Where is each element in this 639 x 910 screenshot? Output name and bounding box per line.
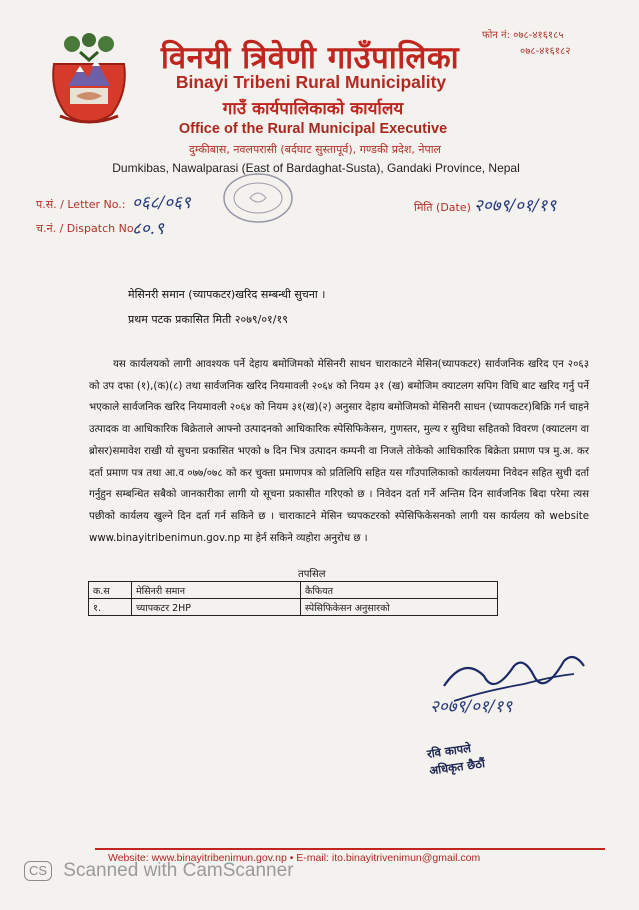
notice-body: यस कार्यलयको लागी आवश्यक पर्ने देहाय बमोजिमको मेसिनरी साधन चाराकाटने मेसिन(च्यापकटर) सार्वजनिक खरिद एन २०६३ को उप दफा (१),(क)(८) तथा सार्वजनिक खरिद नियमावली २०६४ को नियम ३१ (ख) बमोजिम क्याटलग सपिग विधि बाट खरिद गर्नु पर्ने भएकाले सार्वजनिक खरिद नियमावली २०६४ को नियम ३१(ख)(२) अनुसार देहाय बमोजिमको मेसिनरी साधन (च्यापकटर)बिक्रि गर्न चाहने उत्पादक वा आधिकारिक बिक्रेताले आफ्नो उत्पादनको आधिकारिक स्पेसिफिकेसन, गुणस्तर, मुल्य र सुविधा सहितको विवरण (क्याटलग वा ब्रोसर)समावेश राखी यो सुचना प्रकासित भएको ७ दिन भित्र उत्पादन कम्पनी वा निजले तोकेको आधिकारिक बिक्रेता प्रमाण पत्र मु.अ. कर दर्ता प्रमाण पत्र तथा आ.व ०७७/०७८ को कर चुक्ता प्रमाणपत्र को प्रतिलिपि सहित यस गाँउपालिकाको कार्यलयमा निवेदन सहित सुची दर्ता गर्नुहुन सम्बन्धित सबैको जानकारीका लागी यो सूचना प्रकासीत गरिएको छ । निवेदन दर्ता गर्ने अन्तिम दिन सार्वजनिक बिदा परेमा त्यस पछीको कार्यलय खुल्ने दिन दर्ता गर्न सकिने छ । चाराकाटने मेसिन च्यपकटरको स्पेसिफिकेसनको लागी यस कार्यलय को website www.binayitribenimun.gov.np मा हेर्न सकिने व्यहोरा अनुरोध छ । [89, 359, 589, 544]
letter-date [414, 196, 557, 216]
publish-date-line: प्रथम पटक प्रकासित मिती २०७९/०१/१९ [128, 313, 288, 326]
letter-number-label: प.सं. / Letter No.: [36, 198, 126, 211]
letter-number [36, 193, 191, 213]
nepal-emblem-icon [46, 30, 132, 130]
phone-line-1: फोन नं: ०७८-४१६१८५ [482, 30, 564, 41]
signature-date: २०७९/०१/१९ [430, 697, 513, 717]
signatory-title: अधिकृत छैठौं [428, 756, 486, 778]
signatory-name: रवि कापले [426, 740, 472, 761]
table-cell: च्यापकटर 2HP [132, 599, 301, 616]
phone-numbers [482, 28, 570, 60]
table-cell: स्पेसिफिकेसन अनुसारको [301, 599, 498, 616]
subject-block [128, 282, 325, 332]
table-header-row [89, 582, 498, 599]
table-row [89, 599, 498, 616]
date-value: २०७९/०१/१९ [474, 196, 557, 216]
items-table [88, 581, 498, 616]
table-header-cell: कैफियत [301, 582, 498, 599]
office-title-nepali: गाउँ कार्यपालिकाको कार्यालय [222, 99, 404, 119]
municipality-title-nepali: विनयी त्रिवेणी गाउँपालिका [160, 40, 460, 76]
municipality-title-english: Binayi Tribeni Rural Municipality [175, 72, 447, 92]
table-title: तपसिल [298, 569, 326, 580]
camscanner-logo-icon: CS [24, 861, 52, 881]
footer-divider [95, 848, 605, 850]
footer-contact: Website: www.binayitribenimun.gov.np • E-mail: ito.binayitrivenimun@gmail.com [108, 852, 481, 864]
phone-line-2: ०७८-४१६१८२ [520, 46, 571, 57]
letter-number-value: ०६८/०६९ [132, 193, 191, 213]
address-english: Dumkibas, Nawalparasi (East of Bardaghat-Susta), Gandaki Province, Nepal [112, 161, 520, 175]
dispatch-number-value: ८०.९ [132, 219, 164, 239]
dispatch-number [36, 219, 164, 239]
address-nepali: दुम्कीबास, नवलपरासी (बर्दघाट सुस्तापूर्व), गण्डकी प्रदेश, नेपाल [189, 143, 441, 156]
dispatch-number-label: च.नं. / Dispatch No.: [36, 222, 141, 235]
signatory [426, 738, 486, 779]
office-stamp-icon [222, 172, 294, 224]
table-header-cell: मेसिनरी समान [132, 582, 301, 599]
date-label: मिति (Date) [414, 201, 471, 214]
office-title-english: Office of the Rural Municipal Executive [178, 121, 448, 137]
watermark-text: Scanned with CamScanner [63, 860, 294, 881]
table-header-cell: क.स [89, 582, 132, 599]
camscanner-watermark [24, 860, 294, 882]
subject-line: मेसिनरी समान (च्यापकटर)खरिद सम्बन्धी सुचना । [128, 288, 326, 301]
table-cell: १. [89, 599, 132, 616]
